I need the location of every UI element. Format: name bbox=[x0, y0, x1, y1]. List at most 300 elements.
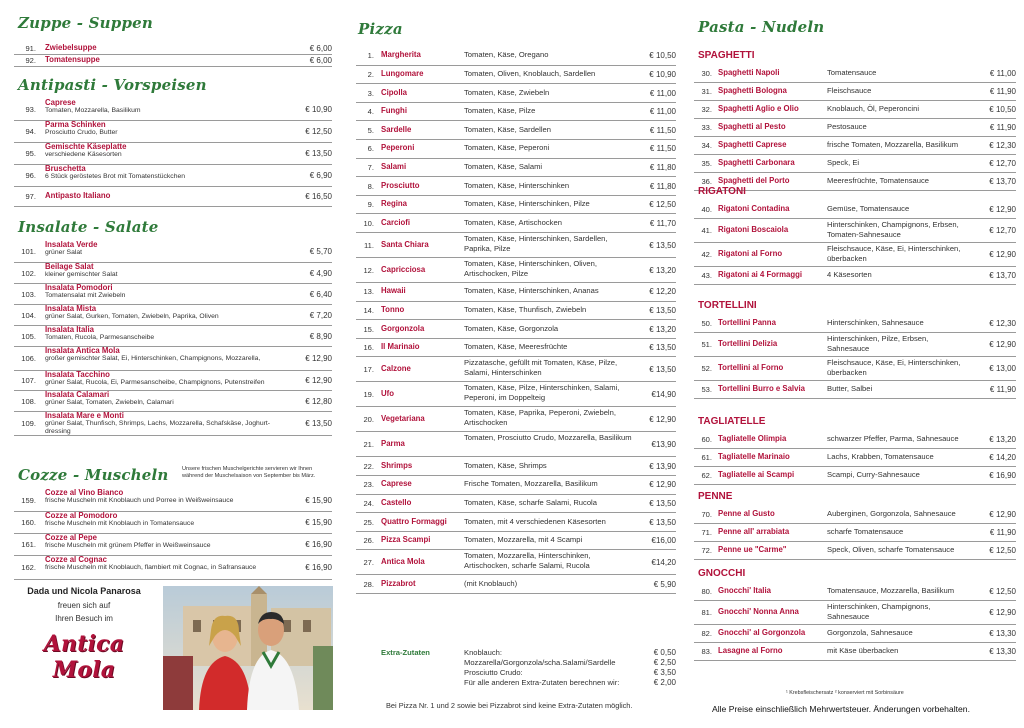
row-separator bbox=[14, 206, 332, 207]
pasta-category-title: SPAGHETTI bbox=[698, 50, 755, 61]
pasta-price: € 12,50 bbox=[989, 546, 1016, 555]
pizza-description: Tomaten, Käse, Hinterschinken, Ananas bbox=[464, 286, 599, 296]
pizza-number: 15. bbox=[363, 324, 374, 334]
pasta-name: Tagliatelle ai Scampi bbox=[718, 470, 795, 479]
pasta-name: Spaghetti Caprese bbox=[718, 140, 787, 149]
pasta-number: 50. bbox=[701, 319, 712, 328]
pizza-price: € 12,90 bbox=[649, 480, 676, 490]
item-price: € 6,90 bbox=[309, 171, 332, 180]
item-price: € 12,50 bbox=[305, 127, 332, 136]
pizza-description: Tomaten, Käse, scharfe Salami, Rucola bbox=[464, 497, 597, 507]
pasta-category-title: TAGLIATELLE bbox=[698, 416, 766, 427]
item-description: Tomaten, Rucola, Parmesanscheibe bbox=[45, 334, 155, 341]
item-name: Antipasto Italiano bbox=[45, 191, 111, 200]
pizza-price: €14,90 bbox=[651, 389, 676, 399]
pasta-price: € 13,00 bbox=[989, 364, 1016, 373]
row-separator bbox=[356, 338, 676, 339]
item-price: € 6,00 bbox=[309, 44, 332, 53]
pizza-name: Margherita bbox=[381, 50, 421, 60]
pizza-number: 2. bbox=[367, 69, 374, 79]
pasta-name: Rigatoni Contadina bbox=[718, 204, 790, 213]
item-price: € 8,90 bbox=[309, 331, 332, 341]
row-separator bbox=[694, 484, 1016, 485]
pasta-description: scharfe Tomatensauce bbox=[827, 527, 904, 536]
row-separator bbox=[356, 431, 676, 432]
pizza-number: 23. bbox=[363, 480, 374, 490]
pasta-description: Fleischsauce bbox=[827, 86, 872, 95]
row-separator bbox=[356, 282, 676, 283]
extra-ingredient-text: Prosciutto Crudo: bbox=[464, 668, 523, 677]
pizza-number: 9. bbox=[367, 200, 374, 210]
item-description: verschiedene Käsesorten bbox=[45, 151, 122, 158]
row-separator bbox=[356, 176, 676, 177]
pasta-name: Tagliatelle Marinaio bbox=[718, 452, 790, 461]
item-name: Tomatensuppe bbox=[45, 55, 100, 64]
pasta-description: Hinterschinken, Champignons, Sahnesauce bbox=[827, 602, 931, 621]
item-description: frische Muscheln mit Knoblauch und Porree in Weißweinsauce bbox=[45, 497, 234, 504]
pasta-name: Penne al Gusto bbox=[718, 509, 775, 518]
pizza-name: Santa Chiara bbox=[381, 239, 429, 249]
pasta-name: Tortellini Burro e Salvia bbox=[718, 384, 805, 393]
pasta-number: 83. bbox=[701, 647, 712, 656]
item-number: 97. bbox=[25, 192, 36, 201]
pasta-description: frische Tomaten, Mozzarella, Basilikum bbox=[827, 140, 959, 149]
pizza-description: Tomaten, Oliven, Knoblauch, Sardellen bbox=[464, 68, 596, 78]
item-name: Gemischte Käseplatte bbox=[45, 142, 127, 151]
pizza-description: Tomaten, Käse, Pilze, Hinterschinken, Salami, Peperoni, im Doppelteig bbox=[464, 383, 620, 403]
item-name: Beilage Salat bbox=[45, 262, 94, 271]
row-separator bbox=[694, 624, 1016, 625]
pasta-number: 30. bbox=[701, 69, 712, 78]
pasta-price: € 12,90 bbox=[989, 340, 1016, 349]
item-description: grüner Salat, Tomaten, Zwiebeln, Calamari bbox=[45, 399, 174, 406]
item-name: Insalata Pomodori bbox=[45, 283, 113, 292]
pizza-description: Tomaten, Käse, Hinterschinken bbox=[464, 180, 570, 190]
row-separator bbox=[356, 549, 676, 550]
pasta-price: € 12,50 bbox=[989, 587, 1016, 596]
pasta-description: Auberginen, Gorgonzola, Sahnesauce bbox=[827, 509, 956, 518]
pasta-price: € 13,30 bbox=[989, 629, 1016, 638]
item-price: € 5,70 bbox=[309, 247, 332, 256]
pasta-description: Hinterschinken, Champignons, Erbsen, Tomaten-Sahnesauce bbox=[827, 220, 959, 239]
pizza-name: Pizzabrot bbox=[381, 578, 416, 588]
pasta-description: Fleischsauce, Käse, Ei, Hinterschinken, überbacken bbox=[827, 244, 961, 263]
pasta-price: € 12,90 bbox=[989, 250, 1016, 259]
row-separator bbox=[14, 579, 332, 580]
pizza-number: 13. bbox=[363, 287, 374, 297]
pizza-name: Quattro Formaggi bbox=[381, 516, 447, 526]
item-description: kleiner gemischter Salat bbox=[45, 271, 118, 278]
pasta-description: Hinterschinken, Pilze, Erbsen, Sahnesauce bbox=[827, 334, 929, 353]
row-separator bbox=[356, 139, 676, 140]
row-separator bbox=[356, 195, 676, 196]
pizza-name: Capricciosa bbox=[381, 264, 426, 274]
pizza-number: 19. bbox=[363, 389, 374, 399]
item-description: frische Muscheln mit grünem Pfeffer in Weißweinsauce bbox=[45, 542, 211, 549]
pizza-description: Tomaten, Käse, Peperoni bbox=[464, 143, 550, 153]
pizza-description: Tomaten, mit 4 verschiedenen Käsesorten bbox=[464, 516, 606, 526]
pasta-price: € 11,90 bbox=[989, 123, 1016, 132]
pasta-name: Gnocchi' al Gorgonzola bbox=[718, 628, 806, 637]
pizza-price: €13,90 bbox=[651, 439, 676, 449]
pizza-number: 27. bbox=[363, 557, 374, 567]
section-title-cozze: Cozze - Muscheln bbox=[18, 466, 169, 484]
pasta-number: 72. bbox=[701, 546, 712, 555]
pasta-description: Hinterschinken, Sahnesauce bbox=[827, 318, 924, 327]
pasta-name: Tortellini al Forno bbox=[718, 363, 784, 372]
pasta-price: € 12,30 bbox=[989, 141, 1016, 150]
pizza-name: Il Marinaio bbox=[381, 342, 420, 352]
item-name: Insalata Mare e Monti bbox=[45, 411, 124, 420]
pizza-description: Tomaten, Käse, Hinterschinken, Pilze bbox=[464, 199, 590, 209]
pasta-price: € 11,00 bbox=[989, 69, 1016, 78]
pizza-description: Tomaten, Mozzarella, mit 4 Scampi bbox=[464, 535, 583, 545]
pasta-description: Speck, Ei bbox=[827, 158, 860, 167]
pizza-number: 17. bbox=[363, 364, 374, 374]
item-name: Cozze al Pomodoro bbox=[45, 511, 118, 520]
pasta-number: 41. bbox=[701, 226, 712, 235]
pizza-number: 1. bbox=[367, 51, 374, 61]
item-number: 104. bbox=[21, 310, 36, 320]
item-description: 6 Stück geröstetes Brot mit Tomatenstückchen bbox=[45, 173, 186, 180]
row-separator bbox=[694, 266, 1016, 267]
pizza-price: € 13,20 bbox=[649, 324, 676, 334]
item-name: Cozze al Vino Bianco bbox=[45, 488, 124, 497]
pizza-number: 8. bbox=[367, 181, 374, 191]
item-number: 95. bbox=[25, 149, 36, 158]
row-separator bbox=[694, 154, 1016, 155]
pizza-price: € 13,90 bbox=[649, 461, 676, 471]
extra-ingredient-text: Knoblauch: bbox=[464, 648, 502, 657]
section-title-antipasti: Antipasti - Vorspeisen bbox=[18, 76, 207, 94]
item-price: € 16,90 bbox=[305, 563, 332, 572]
pizza-name: Shrimps bbox=[381, 460, 413, 470]
pizza-description: Tomaten, Käse, Oregano bbox=[464, 50, 549, 60]
item-name: Insalata Verde bbox=[45, 240, 98, 249]
item-description: Prosciutto Crudo, Butter bbox=[45, 129, 118, 136]
pasta-number: 51. bbox=[701, 340, 712, 349]
item-description: grüner Salat, Gurken, Tomaten, Zwiebeln, Paprika, Oliven bbox=[45, 313, 219, 320]
pasta-category-title: GNOCCHI bbox=[698, 568, 746, 579]
pasta-name: Penne all' arrabiata bbox=[718, 527, 790, 536]
pasta-price: € 16,90 bbox=[989, 471, 1016, 480]
pasta-price: € 12,90 bbox=[989, 608, 1016, 617]
pasta-price: € 14,20 bbox=[989, 453, 1016, 462]
pizza-price: € 10,90 bbox=[649, 69, 676, 79]
pasta-name: Spaghetti al Pesto bbox=[718, 122, 786, 131]
row-separator bbox=[356, 512, 676, 513]
pizza-name: Calzone bbox=[381, 363, 411, 373]
pasta-category-title: PENNE bbox=[698, 491, 733, 502]
pasta-number: 81. bbox=[701, 608, 712, 617]
pizza-price: € 11,70 bbox=[649, 218, 676, 228]
pizza-description: Frische Tomaten, Mozzarella, Basilikum bbox=[464, 479, 598, 489]
pasta-description: mit Käse überbacken bbox=[827, 646, 899, 655]
row-separator bbox=[694, 172, 1016, 173]
pizza-number: 14. bbox=[363, 305, 374, 315]
pizza-description: Tomaten, Käse, Artischocken bbox=[464, 217, 562, 227]
menu-column-pizza bbox=[350, 0, 680, 728]
pizza-number: 21. bbox=[363, 439, 374, 449]
pizza-description: Tomaten, Käse, Hinterschinken, Oliven, Artischocken, Pilze bbox=[464, 259, 597, 278]
pasta-price: € 10,50 bbox=[989, 105, 1016, 114]
pizza-description: Tomaten, Käse, Salami bbox=[464, 161, 543, 171]
pasta-number: 52. bbox=[701, 364, 712, 373]
item-number: 159. bbox=[21, 495, 36, 505]
pizza-number: 10. bbox=[363, 218, 374, 228]
pasta-name: Spaghetti del Porto bbox=[718, 176, 790, 185]
row-separator bbox=[694, 100, 1016, 101]
item-description: grüner Salat, Thunfisch, Shrimps, Lachs, Mozzarella, Schafskäse, Joghurt-dressing bbox=[45, 420, 271, 435]
pasta-description: Fleischsauce, Käse, Ei, Hinterschinken, überbacken bbox=[827, 358, 961, 377]
item-price: € 6,00 bbox=[309, 56, 332, 65]
item-name: Parma Schinken bbox=[45, 120, 106, 129]
item-price: € 13,50 bbox=[305, 149, 332, 158]
pasta-price: € 12,70 bbox=[989, 159, 1016, 168]
row-separator bbox=[356, 593, 676, 594]
pasta-category-title: RIGATONI bbox=[698, 186, 746, 197]
pizza-description: Tomaten, Käse, Sardellen bbox=[464, 124, 551, 134]
row-separator bbox=[694, 541, 1016, 542]
row-separator bbox=[356, 257, 676, 258]
pasta-description: Speck, Oliven, scharfe Tomatensauce bbox=[827, 545, 955, 554]
item-name: Cozze al Pepe bbox=[45, 533, 97, 542]
pizza-number: 28. bbox=[363, 579, 374, 589]
row-separator bbox=[694, 136, 1016, 137]
pizza-number: 16. bbox=[363, 343, 374, 353]
item-number: 96. bbox=[25, 171, 36, 180]
pasta-price: € 12,90 bbox=[989, 205, 1016, 214]
row-separator bbox=[694, 600, 1016, 601]
row-separator bbox=[694, 356, 1016, 357]
pizza-number: 12. bbox=[363, 265, 374, 275]
pasta-number: 71. bbox=[701, 528, 712, 537]
pasta-price: € 13,30 bbox=[989, 647, 1016, 656]
item-price: € 10,90 bbox=[305, 105, 332, 114]
extras-label: Extra-Zutaten bbox=[381, 648, 430, 657]
extra-ingredient-price: € 3,50 bbox=[653, 668, 676, 677]
pizza-price: € 11,80 bbox=[649, 181, 676, 191]
pasta-name: Spaghetti Bologna bbox=[718, 86, 787, 95]
pasta-number: 31. bbox=[701, 87, 712, 96]
row-separator bbox=[694, 380, 1016, 381]
pizza-description: Tomaten, Käse, Gorgonzola bbox=[464, 323, 559, 333]
row-separator bbox=[356, 381, 676, 382]
pasta-price: € 12,90 bbox=[989, 510, 1016, 519]
pizza-number: 24. bbox=[363, 498, 374, 508]
pizza-name: Tonno bbox=[381, 304, 405, 314]
pizza-name: Caprese bbox=[381, 479, 412, 489]
pizza-price: € 11,00 bbox=[649, 107, 676, 117]
pizza-name: Regina bbox=[381, 199, 407, 209]
pizza-price: € 11,50 bbox=[649, 144, 676, 154]
row-separator bbox=[356, 531, 676, 532]
item-name: Zwiebelsuppe bbox=[45, 43, 97, 52]
pasta-name: Penne ue "Carme" bbox=[718, 545, 787, 554]
pasta-name: Spaghetti Aglio e Olio bbox=[718, 104, 799, 113]
welcome-line-3: Ihren Besuch im bbox=[55, 614, 113, 623]
item-name: Insalata Calamari bbox=[45, 390, 110, 399]
pizza-price: € 11,50 bbox=[649, 125, 676, 135]
pasta-number: 32. bbox=[701, 105, 712, 114]
pasta-category-title: TORTELLINI bbox=[698, 300, 757, 311]
extra-ingredient-price: € 0,50 bbox=[653, 648, 676, 657]
item-description: großer gemischter Salat, Ei, Hinterschinken, Champignons, Mozzarella, bbox=[45, 355, 261, 362]
extra-ingredient-text: Für alle anderen Extra-Zutaten berechnen wir: bbox=[464, 678, 620, 687]
pasta-number: 33. bbox=[701, 123, 712, 132]
welcome-line-2: freuen sich auf bbox=[57, 601, 111, 610]
menu-column-soups-salads bbox=[0, 0, 340, 728]
row-separator bbox=[694, 523, 1016, 524]
pizza-price: € 13,50 bbox=[649, 305, 676, 315]
cozze-note: Unsere frischen Muschelgerichte servieren wir Ihnen während der Muschelsaison von September bis März. bbox=[182, 466, 316, 479]
pasta-name: Spaghetti Napoli bbox=[718, 68, 780, 77]
item-description: frische Muscheln mit Knoblauch in Tomatensauce bbox=[45, 520, 195, 527]
section-title-pasta: Pasta - Nudeln bbox=[698, 18, 825, 36]
pizza-price: € 11,00 bbox=[649, 88, 676, 98]
item-name: Insalata Tacchino bbox=[45, 370, 110, 379]
pizza-price: € 11,80 bbox=[649, 162, 676, 172]
pizza-description: Tomaten, Käse, Paprika, Peperoni, Zwiebeln, Artischocken bbox=[464, 408, 616, 428]
pizza-price: € 13,50 bbox=[649, 498, 676, 508]
item-name: Cozze al Cognac bbox=[45, 555, 107, 564]
pasta-number: 43. bbox=[701, 271, 712, 280]
row-separator bbox=[356, 356, 676, 357]
pizza-description: Tomaten, Käse, Shrimps bbox=[464, 460, 547, 470]
pasta-description: schwarzer Pfeffer, Parma, Sahnesauce bbox=[827, 434, 959, 443]
pasta-description: Lachs, Krabben, Tomatensauce bbox=[827, 452, 934, 461]
pizza-description: Tomaten, Käse, Hinterschinken, Sardellen, Paprika, Pilze bbox=[464, 234, 608, 253]
item-description: Tomaten, Mozzarella, Basilikum bbox=[45, 107, 141, 114]
row-separator bbox=[356, 475, 676, 476]
item-description: grüner Salat, Rucola, Ei, Parmesanscheibe, Champignons, Putenstreifen bbox=[45, 379, 265, 386]
pasta-description: Pestosauce bbox=[827, 122, 867, 131]
pasta-description: Gemüse, Tomatensauce bbox=[827, 204, 910, 213]
welcome-block bbox=[14, 586, 154, 683]
pasta-name: Lasagne al Forno bbox=[718, 646, 783, 655]
pasta-description: 4 Käsesorten bbox=[827, 270, 872, 279]
pizza-name: Castello bbox=[381, 497, 412, 507]
pizza-price: € 10,50 bbox=[649, 51, 676, 61]
pasta-price: € 11,90 bbox=[989, 528, 1016, 537]
row-separator bbox=[694, 559, 1016, 560]
section-title-zuppe: Zuppe - Suppen bbox=[18, 14, 154, 32]
pasta-number: 70. bbox=[701, 510, 712, 519]
item-name: Insalata Antica Mola bbox=[45, 346, 120, 355]
pasta-number: 82. bbox=[701, 629, 712, 638]
item-price: € 13,50 bbox=[305, 419, 332, 428]
row-separator bbox=[694, 398, 1016, 399]
extra-ingredient-price: € 2,50 bbox=[653, 658, 676, 667]
pizza-description: (mit Knoblauch) bbox=[464, 578, 518, 588]
item-number: 161. bbox=[21, 540, 36, 549]
pizza-number: 26. bbox=[363, 536, 374, 546]
row-separator bbox=[694, 82, 1016, 83]
row-separator bbox=[694, 332, 1016, 333]
pasta-name: Rigatoni al Forno bbox=[718, 249, 783, 258]
item-description: Tomatensalat mit Zwiebeln bbox=[45, 292, 126, 299]
row-separator bbox=[694, 660, 1016, 661]
section-title-insalate: Insalate - Salate bbox=[18, 218, 159, 236]
pizza-description: Pizzatasche, gefüllt mit Tomaten, Käse, Pilze, Salami, Hinterschinken bbox=[464, 358, 618, 378]
row-separator bbox=[356, 456, 676, 457]
item-price: € 4,90 bbox=[309, 268, 332, 278]
row-separator bbox=[694, 242, 1016, 243]
item-description: grüner Salat bbox=[45, 249, 83, 256]
item-number: 162. bbox=[21, 563, 36, 572]
row-separator bbox=[14, 186, 332, 187]
item-description: frische Muscheln mit Knoblauch, flambiert mit Cognac, in Safransauce bbox=[45, 564, 257, 571]
pizza-price: € 5,90 bbox=[653, 579, 676, 589]
pasta-number: 62. bbox=[701, 471, 712, 480]
item-number: 107. bbox=[21, 376, 36, 385]
pizza-description: Tomaten, Käse, Meeresfrüchte bbox=[464, 342, 568, 352]
pasta-description: Tomatensauce bbox=[827, 68, 877, 77]
item-number: 105. bbox=[21, 331, 36, 341]
pizza-number: 20. bbox=[363, 414, 374, 424]
pizza-number: 25. bbox=[363, 517, 374, 527]
pizza-number: 22. bbox=[363, 461, 374, 471]
pasta-name: Tortellini Panna bbox=[718, 318, 776, 327]
pasta-number: 35. bbox=[701, 159, 712, 168]
pizza-price: € 13,20 bbox=[649, 265, 676, 275]
item-name: Caprese bbox=[45, 98, 76, 107]
pasta-name: Rigatoni Boscaiola bbox=[718, 225, 789, 234]
extra-ingredient-price: € 2,00 bbox=[653, 678, 676, 687]
pizza-description: Tomaten, Käse, Thunfisch, Zwiebeln bbox=[464, 304, 587, 314]
pizza-name: Lungomare bbox=[381, 68, 424, 78]
pasta-price: € 12,70 bbox=[989, 226, 1016, 235]
item-price: € 12,90 bbox=[305, 376, 332, 385]
pasta-description: Scampi, Curry-Sahnesauce bbox=[827, 470, 920, 479]
row-separator bbox=[356, 102, 676, 103]
item-number: 109. bbox=[21, 419, 36, 428]
item-number: 108. bbox=[21, 396, 36, 406]
extra-ingredient-text: Mozzarella/Gorgonzola/scha.Salami/Sardelle bbox=[464, 658, 616, 667]
pizza-name: Funghi bbox=[381, 106, 407, 116]
pizza-price: € 13,50 bbox=[649, 517, 676, 527]
pizza-price: € 13,50 bbox=[649, 343, 676, 353]
pasta-number: 34. bbox=[701, 141, 712, 150]
pizza-number: 7. bbox=[367, 162, 374, 172]
pizza-name: Sardelle bbox=[381, 124, 412, 134]
pizza-description: Tomaten, Mozzarella, Hinterschinken, Artischocken, scharfe Salami, Rucola bbox=[464, 551, 591, 571]
pasta-name: Rigatoni ai 4 Formaggi bbox=[718, 270, 803, 279]
row-separator bbox=[356, 232, 676, 233]
pizza-price: € 12,90 bbox=[649, 414, 676, 424]
item-number: 94. bbox=[25, 127, 36, 136]
row-separator bbox=[694, 118, 1016, 119]
row-separator bbox=[356, 494, 676, 495]
pizza-footnote: Bei Pizza Nr. 1 und 2 sowie bei Pizzabrot sind keine Extra-Zutaten möglich. bbox=[386, 701, 633, 710]
row-separator bbox=[356, 406, 676, 407]
item-price: € 15,90 bbox=[305, 495, 332, 505]
pizza-number: 11. bbox=[364, 240, 374, 250]
pizza-number: 4. bbox=[367, 107, 374, 117]
pizza-name: Antica Mola bbox=[381, 556, 425, 566]
pasta-number: 80. bbox=[701, 587, 712, 596]
row-separator bbox=[356, 83, 676, 84]
item-price: € 7,20 bbox=[309, 310, 332, 320]
pizza-name: Salami bbox=[381, 161, 407, 171]
item-price: € 6,40 bbox=[309, 289, 332, 299]
row-separator bbox=[356, 301, 676, 302]
pasta-description: Gorgonzola, Sahnesauce bbox=[827, 628, 913, 637]
pasta-number: 61. bbox=[701, 453, 712, 462]
pizza-name: Parma bbox=[381, 438, 405, 448]
row-separator bbox=[694, 466, 1016, 467]
item-name: Insalata Italia bbox=[45, 325, 94, 334]
